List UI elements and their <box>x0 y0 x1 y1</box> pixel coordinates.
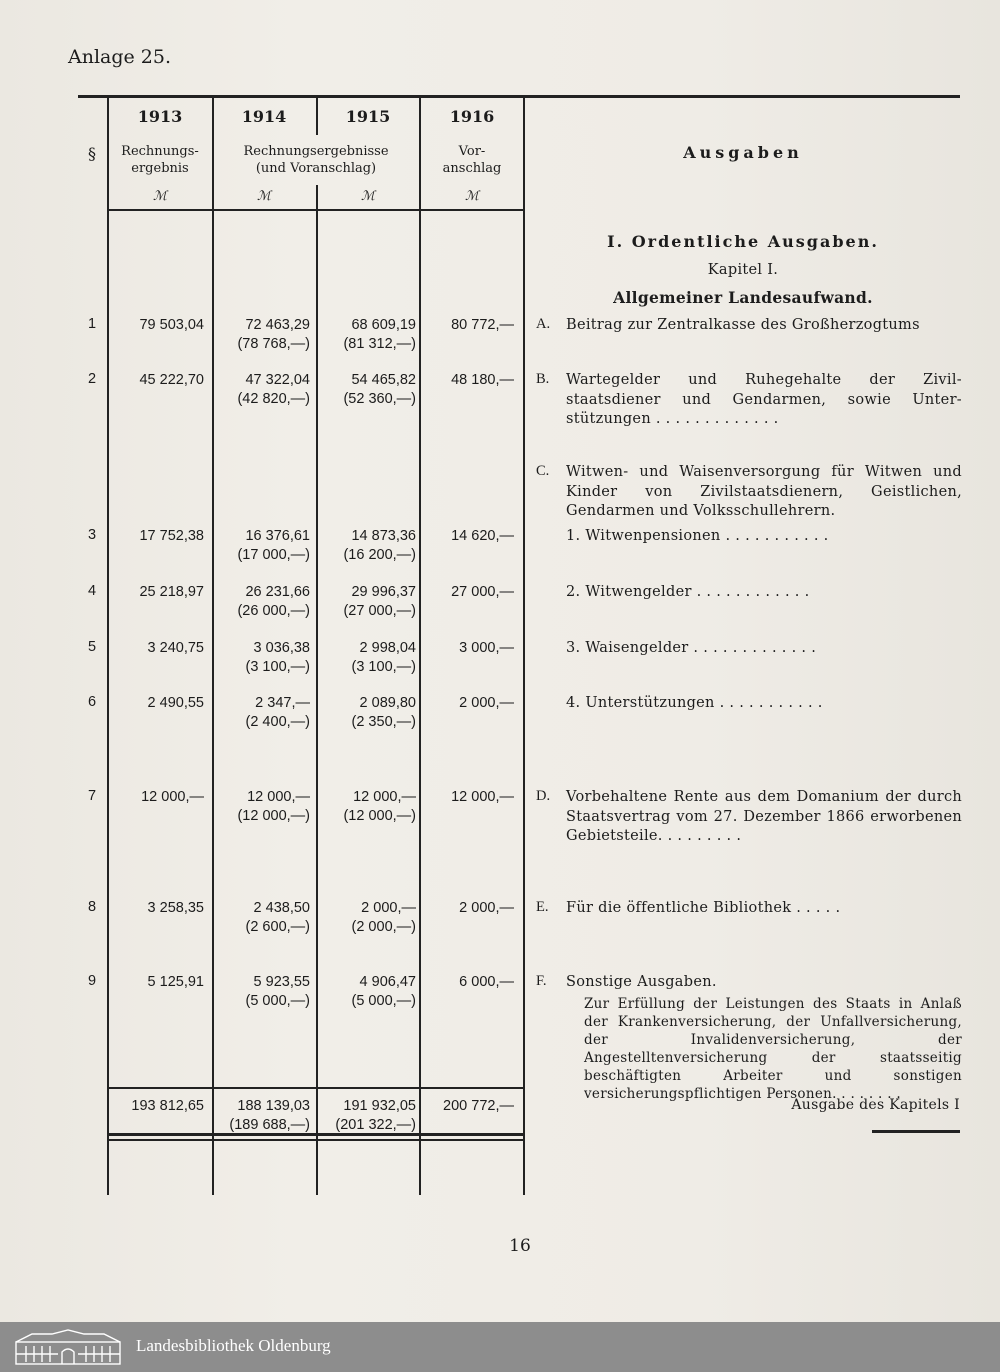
value-1915: 2 089,80 <box>359 695 416 711</box>
item-label: F. <box>536 973 547 989</box>
col-1914-1915-label: Rechnungsergebnisse (und Voranschlag) <box>243 144 389 176</box>
estimate-1914: (2 600,—) <box>245 919 310 935</box>
estimate-1915: (16 200,—) <box>343 547 416 563</box>
estimate-1914: (12 000,—) <box>237 808 310 824</box>
item-label: C. <box>536 463 550 479</box>
currency-mark: ℳ <box>153 189 167 204</box>
page-number: 16 <box>509 1236 531 1256</box>
par-number: 4 <box>87 583 97 599</box>
value-1914: 16 376,61 <box>245 528 310 544</box>
par-number: 1 <box>87 316 97 332</box>
estimate-1915: (2 350,—) <box>351 714 416 730</box>
estimate-1914: (78 768,—) <box>237 336 310 352</box>
total-estimate-1914: (189 688,—) <box>229 1117 310 1133</box>
value-1914: 2 347,— <box>255 695 310 711</box>
estimate-1915: (2 000,—) <box>351 919 416 935</box>
item-text: Wartegelder und Ruhegehalte der Zivil-staatsdiener und Gendarmen, sowie Unter-stützungen . . . . . . . . . . . . . <box>566 372 962 427</box>
value-1916: 14 620,— <box>451 528 514 544</box>
item-text: 3. Waisengelder . . . . . . . . . . . . . <box>566 640 817 656</box>
par-number: 9 <box>87 973 97 989</box>
value-1916: 27 000,— <box>451 584 514 600</box>
value-1914: 5 923,55 <box>253 974 310 990</box>
par-symbol: § <box>88 144 96 163</box>
value-1914: 72 463,29 <box>245 317 310 333</box>
total-double-rule <box>108 1133 525 1136</box>
library-footer <box>0 1322 1000 1372</box>
value-1915: 2 998,04 <box>359 640 416 656</box>
value-1914: 12 000,— <box>247 789 310 805</box>
col-1916-label: Vor- anschlag <box>442 144 502 176</box>
estimate-1914: (5 000,—) <box>245 993 310 1009</box>
item-text: 4. Unterstützungen . . . . . . . . . . . <box>566 695 823 711</box>
estimate-1914: (26 000,—) <box>237 603 310 619</box>
item-label: D. <box>536 788 551 804</box>
value-1913: 5 125,91 <box>147 974 204 990</box>
estimate-1914: (17 000,—) <box>237 547 310 563</box>
total-label: Ausgabe des Kapitels I <box>791 1097 960 1113</box>
value-1915: 2 000,— <box>361 900 416 916</box>
value-1916: 6 000,— <box>459 974 514 990</box>
currency-mark: ℳ <box>465 189 479 204</box>
estimate-1915: (81 312,—) <box>343 336 416 352</box>
value-1914: 47 322,04 <box>245 372 310 388</box>
item-label: B. <box>536 371 550 387</box>
value-1913: 12 000,— <box>141 789 204 805</box>
estimate-1915: (12 000,—) <box>343 808 416 824</box>
library-building-icon <box>12 1328 124 1366</box>
par-number: 3 <box>87 527 97 543</box>
value-1913: 3 258,35 <box>147 900 204 916</box>
expenses-title: Ausgaben <box>683 143 803 162</box>
value-1914: 26 231,66 <box>245 584 310 600</box>
value-1913: 2 490,55 <box>147 695 204 711</box>
section-title: I. Ordentliche Ausgaben. <box>607 232 879 251</box>
col-divider <box>419 95 421 1195</box>
value-1916: 3 000,— <box>459 640 514 656</box>
col-1913-label: Rechnungs- ergebnis <box>121 144 199 176</box>
year-1916: 1916 <box>449 107 495 126</box>
item-text: Vorbehaltene Rente aus dem Domanium der durch Staatsvertrag vom 27. Dezember 1866 erworbenen Gebietsteile. . . . . . . . . <box>566 789 962 844</box>
value-1913: 3 240,75 <box>147 640 204 656</box>
total-1915: 191 932,05 <box>343 1098 416 1114</box>
total-double-rule <box>108 1139 525 1141</box>
sum-rule <box>108 1087 525 1089</box>
value-1915: 4 906,47 <box>359 974 416 990</box>
value-1915: 54 465,82 <box>351 372 416 388</box>
value-1916: 2 000,— <box>459 900 514 916</box>
value-1914: 3 036,38 <box>253 640 310 656</box>
top-rule <box>78 95 960 98</box>
item-text: Witwen- und Waisenversorgung für Witwen und Kinder von Zivilstaatsdienern, Geistlichen, Gendarmen und Volksschullehrern. <box>566 464 962 519</box>
total-1916: 200 772,— <box>443 1098 514 1114</box>
chapter-number: Kapitel I. <box>707 262 779 278</box>
year-1913: 1913 <box>137 107 183 126</box>
col-divider <box>523 95 525 1195</box>
item-label: E. <box>536 899 549 915</box>
chapter-title: Allgemeiner Landesaufwand. <box>613 288 873 307</box>
annex-label: Anlage 25. <box>68 46 172 68</box>
item-text: Beitrag zur Zentralkasse des Großherzogtums <box>566 317 920 333</box>
value-1913: 25 218,97 <box>139 584 204 600</box>
year-1915: 1915 <box>345 107 391 126</box>
value-1915: 29 996,37 <box>351 584 416 600</box>
value-1914: 2 438,50 <box>253 900 310 916</box>
value-1915: 14 873,36 <box>351 528 416 544</box>
par-number: 5 <box>87 639 97 655</box>
value-1913: 45 222,70 <box>139 372 204 388</box>
value-1916: 80 772,— <box>451 317 514 333</box>
estimate-1914: (42 820,—) <box>237 391 310 407</box>
library-name: Landesbibliothek Oldenburg <box>136 1336 331 1355</box>
estimate-1915: (27 000,—) <box>343 603 416 619</box>
year-1914: 1914 <box>241 107 287 126</box>
estimate-1914: (3 100,—) <box>245 659 310 675</box>
item-text: Für die öffentliche Bibliothek . . . . . <box>566 900 841 916</box>
total-1914: 188 139,03 <box>237 1098 310 1114</box>
estimate-1914: (2 400,—) <box>245 714 310 730</box>
note-text: Zur Erfüllung der Leistungen des Staats in Anlaß der Krankenversicherung, der Unfallversicherung, der Invalidenversicherung, der Angestelltenversicherung der staatsseitig beschäftigten Arbeiter und sonstigen versicherungspflichtigen Personen. . . . . . . . <box>584 996 962 1102</box>
currency-mark: ℳ <box>257 189 271 204</box>
estimate-1915: (5 000,—) <box>351 993 416 1009</box>
estimate-1915: (52 360,—) <box>343 391 416 407</box>
total-estimate-1915: (201 322,—) <box>335 1117 416 1133</box>
item-label: A. <box>536 316 551 332</box>
par-number: 6 <box>87 694 97 710</box>
estimate-1915: (3 100,—) <box>351 659 416 675</box>
value-1916: 48 180,— <box>451 372 514 388</box>
item-text: 1. Witwenpensionen . . . . . . . . . . . <box>566 528 829 544</box>
value-1913: 79 503,04 <box>139 317 204 333</box>
currency-mark: ℳ <box>361 189 375 204</box>
value-1913: 17 752,38 <box>139 528 204 544</box>
value-1916: 2 000,— <box>459 695 514 711</box>
par-number: 7 <box>87 788 97 804</box>
value-1915: 12 000,— <box>353 789 416 805</box>
par-number: 8 <box>87 899 97 915</box>
value-1915: 68 609,19 <box>351 317 416 333</box>
item-text: 2. Witwengelder . . . . . . . . . . . . <box>566 584 810 600</box>
total-underline <box>872 1130 960 1133</box>
value-1916: 12 000,— <box>451 789 514 805</box>
total-1913: 193 812,65 <box>131 1098 204 1114</box>
par-number: 2 <box>87 371 97 387</box>
item-text: Sonstige Ausgaben. <box>566 974 717 990</box>
